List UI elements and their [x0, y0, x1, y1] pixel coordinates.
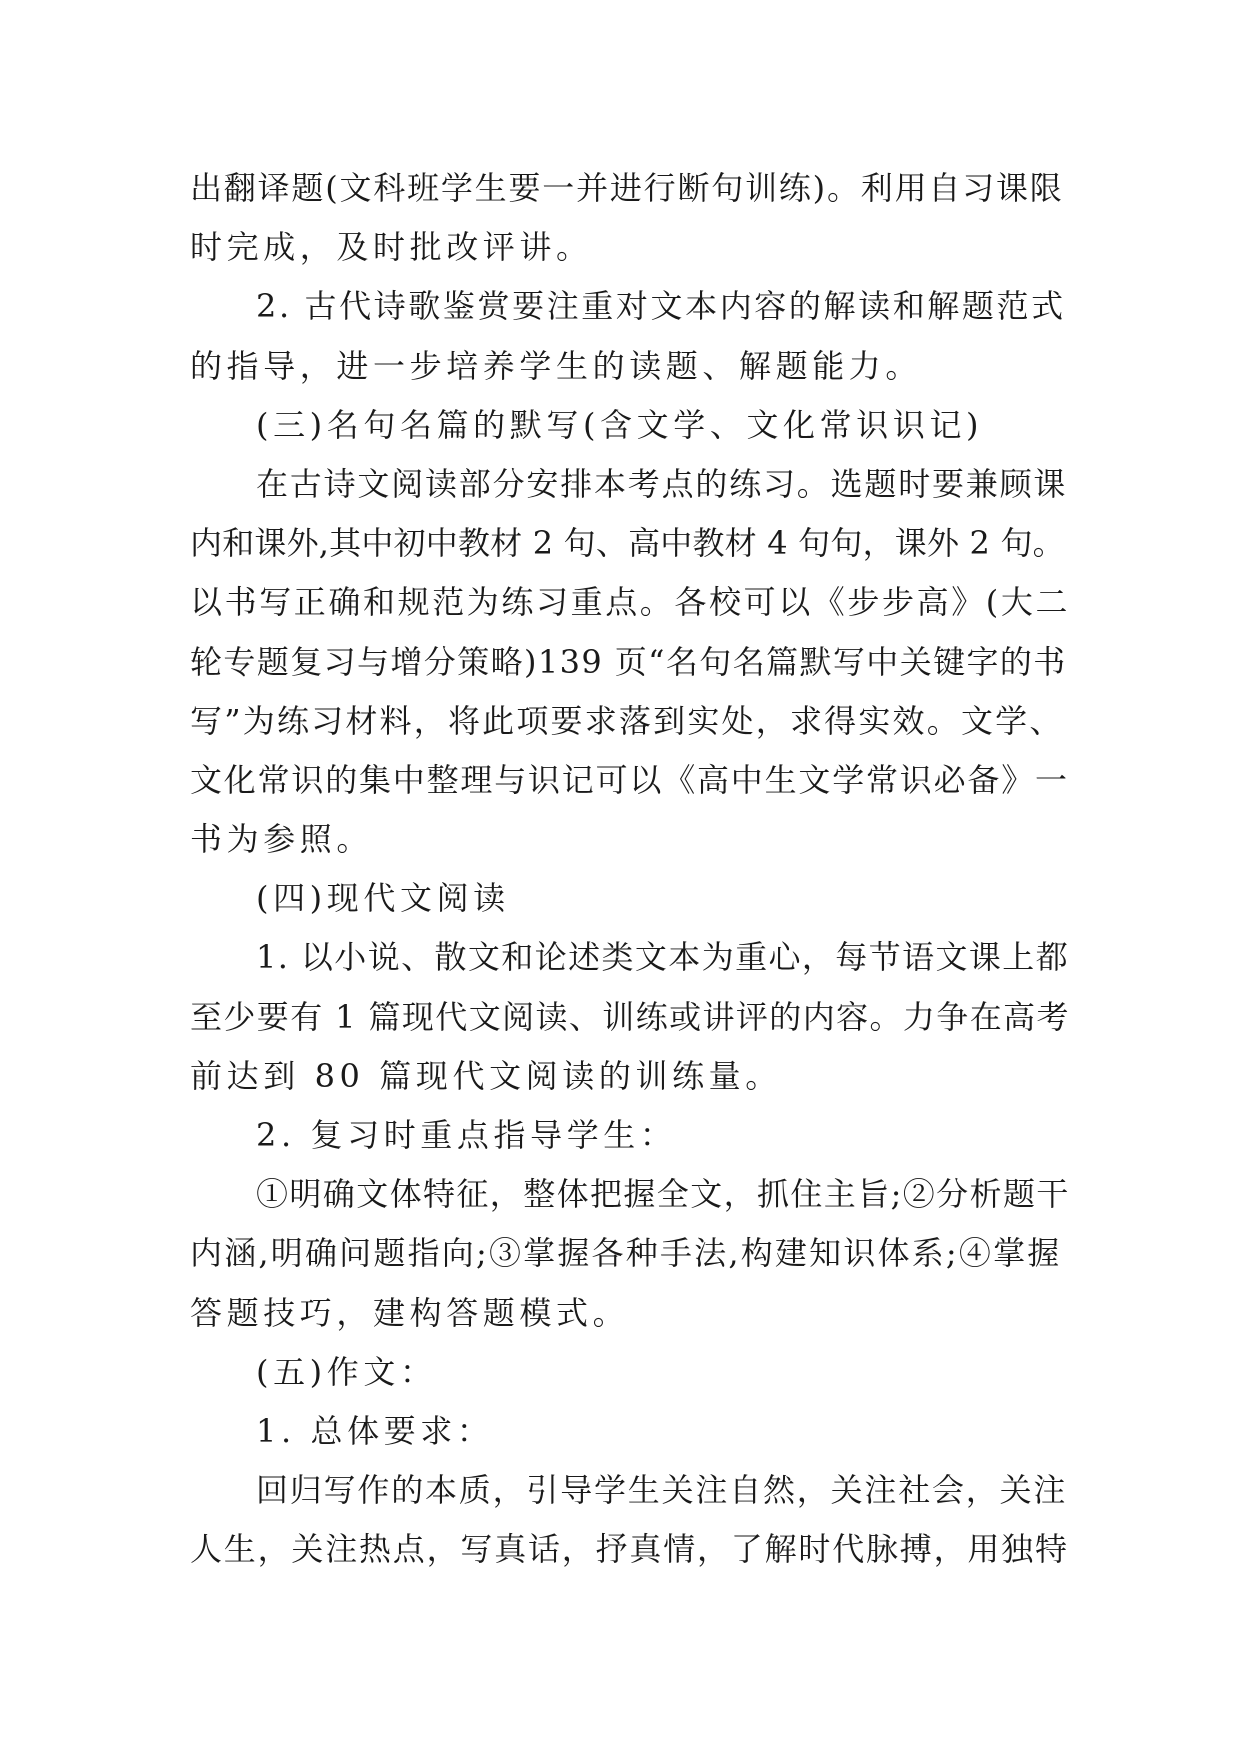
text-line: 至少要有 1 篇现代文阅读、训练或讲评的内容。力争在高考 [190, 997, 1070, 1036]
text-line: 轮专题复习与增分策略)139 页“名句名篇默写中关键字的书 [190, 642, 1067, 681]
text-line: 写”为练习材料，将此项要求落到实处，求得实效。文学、 [190, 701, 1064, 740]
text-line: 的指导，进一步培养学生的读题、解题能力。 [190, 346, 923, 385]
text-line: 以书写正确和规范为练习重点。各校可以《步步高》(大二 [190, 583, 1071, 622]
text-line: 1. 总体要求： [256, 1411, 494, 1450]
section-heading: (四)现代文阅读 [256, 879, 510, 918]
text-line: 文化常识的集中整理与识记可以《高中生文学常识必备》一 [190, 760, 1069, 799]
text-line: 2. 复习时重点指导学生： [256, 1116, 677, 1154]
text-line: 出翻译题(文科班学生要一并进行断句训练)。利用自习课限 [190, 169, 1064, 207]
text-line: 时完成，及时批改评讲。 [190, 228, 593, 267]
text-line: ①明确文体特征，整体把握全文，抓住主旨;②分析题干 [256, 1175, 1070, 1214]
body-text [190, 159, 1070, 1580]
text-line: 内涵,明确问题指向;③掌握各种手法,构建知识体系;④掌握 [190, 1234, 1062, 1273]
section-heading: (五)作文： [256, 1352, 437, 1391]
text-line: 书为参照。 [190, 820, 374, 859]
text-line: 人生，关注热点，写真话，抒真情，了解时代脉搏，用独特 [190, 1530, 1069, 1569]
text-line: 前达到 80 篇现代文阅读的训练量。 [190, 1056, 782, 1095]
text-line: 1. 以小说、散文和论述类文本为重心，每节语文课上都 [256, 938, 1070, 977]
text-line: 2. 古代诗歌鉴赏要注重对文本内容的解读和解题范式 [256, 287, 1066, 326]
text-line: 答题技巧，建构答题模式。 [190, 1293, 630, 1332]
text-line: 在古诗文阅读部分安排本考点的练习。选题时要兼顾课 [256, 464, 1068, 503]
text-line: 内和课外,其中初中教材 2 句、高中教材 4 句句，课外 2 句。 [190, 524, 1065, 563]
text-line: 回归写作的本质，引导学生关注自然，关注社会，关注 [256, 1471, 1068, 1510]
section-heading: (三)名句名篇的默写(含文学、文化常识识记) [256, 405, 984, 444]
